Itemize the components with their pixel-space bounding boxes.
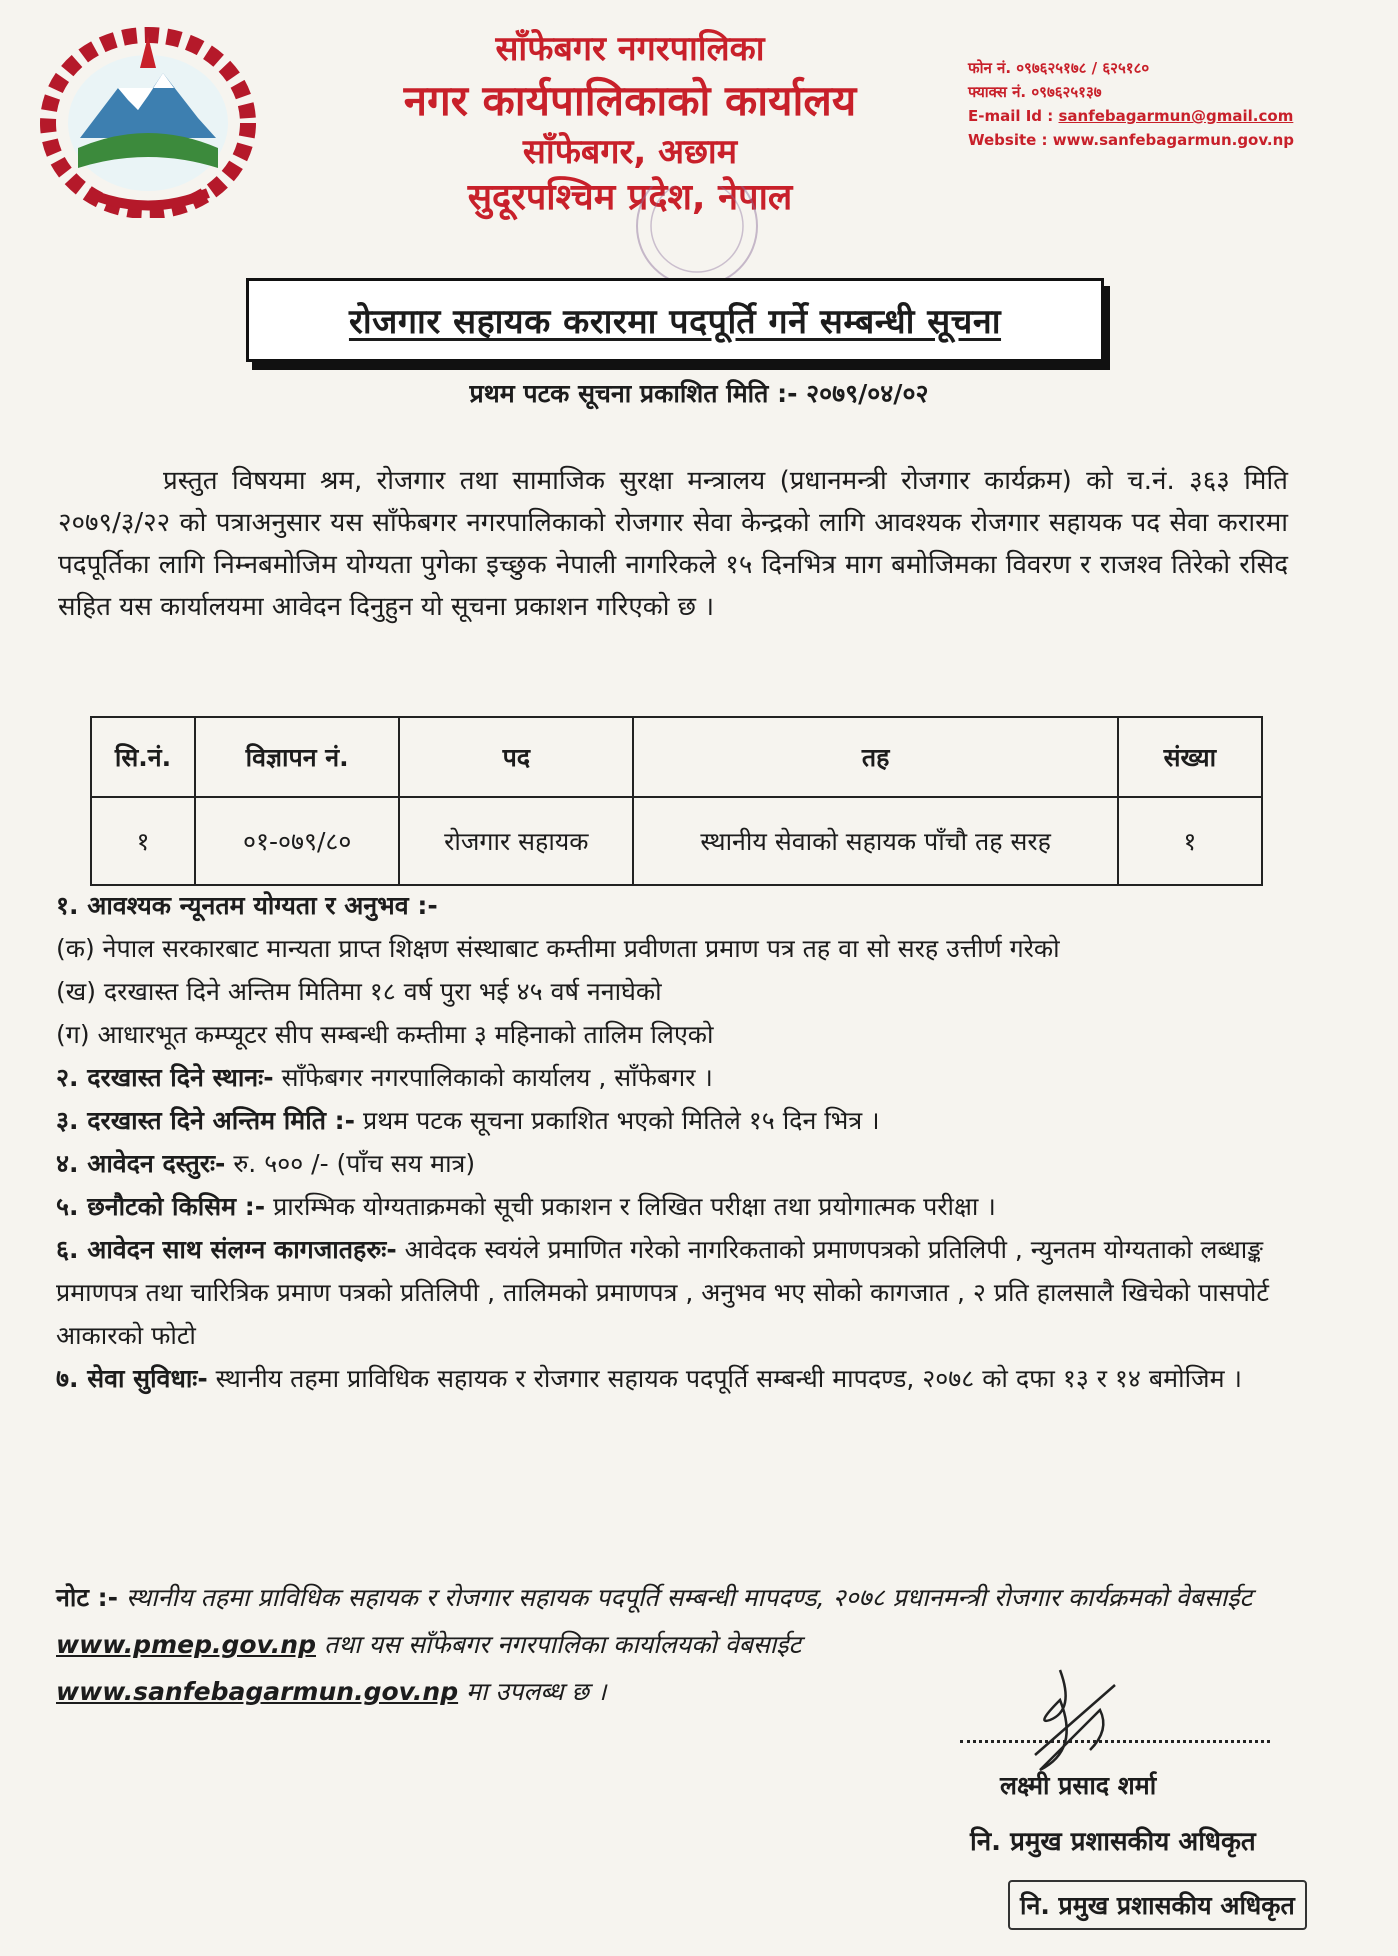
table-row [91, 797, 1262, 885]
website-line [968, 128, 1294, 152]
municipality-name: साँफेबगर नगरपालिका [495, 29, 765, 69]
req-label-4: ४. आवेदन दस्तुरः- [56, 1149, 226, 1178]
email-line [968, 104, 1294, 128]
req-item-ka: (क) नेपाल सरकारबाट मान्यता प्राप्त शिक्षण संस्थाबाट कम्तीमा प्रवीणता प्रमाण पत्र तह वा सो सरह उत्तीर्ण गरेको [56, 934, 1060, 963]
table-header-row [91, 717, 1262, 797]
phone-number: फोन नं. ०९७६२५१७८ / ६२५१८० [968, 59, 1150, 77]
publication-date: प्रथम पटक सूचना प्रकाशित मिति :- २०७९/०४/०२ [469, 379, 929, 408]
note-label: नोट :- [56, 1583, 119, 1612]
cell-serial: १ [91, 797, 195, 885]
header-post: पद [399, 717, 633, 797]
req-text-7: स्थानीय तहमा प्राविधिक सहायक र रोजगार सहायक पदपूर्ति सम्बन्धी मापदण्ड, २०७८ को दफा १३ र १४ बमोजिम । [207, 1364, 1242, 1393]
fax-number: फ्याक्स नं. ०९७६२५१३७ [968, 83, 1102, 101]
cell-post: रोजगार सहायक [399, 797, 633, 885]
office-name: नगर कार्यपालिकाको कार्यालय [403, 76, 857, 125]
province-country: सुदूरपश्चिम प्रदेश, नेपाल [467, 177, 793, 218]
cell-count: १ [1118, 797, 1262, 885]
req-label-7: ७. सेवा सुविधाः- [56, 1364, 208, 1393]
vacancy-table [90, 716, 1263, 886]
req-text-2: साँफेबगर नगरपालिकाको कार्यालय , साँफेबगर । [273, 1063, 713, 1092]
header-level: तह [633, 717, 1117, 797]
req-heading-1: १. आवश्यक न्यूनतम योग्यता र अनुभव :- [56, 891, 438, 920]
notice-title: रोजगार सहायक करारमा पदपूर्ति गर्ने सम्बन्धी सूचना [348, 302, 1002, 342]
note-text-2: तथा यस साँफेबगर नगरपालिका कार्यालयको वेबसाईट [316, 1630, 802, 1659]
website-label: Website : [968, 131, 1053, 149]
header-count: संख्या [1118, 717, 1262, 797]
cell-level: स्थानीय सेवाको सहायक पाँचौ तह सरह [633, 797, 1117, 885]
req-item-5 [56, 1185, 1296, 1228]
signatory-name: लक्ष्मी प्रसाद शर्मा [1000, 1771, 1157, 1800]
req-label-6: ६. आवेदन साथ संलग्न कागजातहरुः- [56, 1235, 397, 1264]
email-link[interactable]: sanfebagarmun@gmail.com [1058, 107, 1294, 125]
notice-title-box [246, 278, 1104, 362]
req-item-4 [56, 1142, 1296, 1185]
req-label-2: २. दरखास्त दिने स्थानः- [56, 1063, 274, 1092]
req-item-6 [56, 1228, 1296, 1357]
req-item-kha: (ख) दरखास्त दिने अन्तिम मितिमा १८ वर्ष पुरा भई ४५ वर्ष ननाघेको [56, 977, 662, 1006]
intro-paragraph [58, 460, 1288, 628]
req-label-3: ३. दरखास्त दिने अन्तिम मिति :- [56, 1106, 356, 1135]
nepal-emblem-icon [28, 18, 268, 218]
municipality-website-link[interactable]: www.sanfebagarmun.gov.np [56, 1677, 459, 1706]
req-item-3 [56, 1099, 1296, 1142]
req-text-4: रु. ५०० /- (पाँच सय मात्र) [225, 1149, 476, 1178]
req-text-3: प्रथम पटक सूचना प्रकाशित भएको मितिले १५ दिन भित्र । [355, 1106, 880, 1135]
req-text-5: प्रारम्भिक योग्यताक्रमको सूची प्रकाशन र लिखित परीक्षा तथा प्रयोगात्मक परीक्षा । [265, 1192, 996, 1221]
pmep-link[interactable]: www.pmep.gov.np [56, 1630, 316, 1659]
header-ad-number: विज्ञापन नं. [195, 717, 399, 797]
requirements-section [56, 884, 1296, 1400]
signature-line [960, 1740, 1270, 1743]
note-text-1: स्थानीय तहमा प्राविधिक सहायक र रोजगार सहायक पदपूर्ति सम्बन्धी मापदण्ड, २०७८ प्रधानमन्त्री रोजगार कार्यक्रमको वेबसाईट [118, 1583, 1253, 1612]
designation-stamp: नि. प्रमुख प्रशासकीय अधिकृत [1008, 1880, 1307, 1930]
req-label-5: ५. छनौटको किसिम :- [56, 1192, 266, 1221]
intro-text: प्रस्तुत विषयमा श्रम, रोजगार तथा सामाजिक सुरक्षा मन्त्रालय (प्रधानमन्त्री रोजगार कार्यक्रम) को च.नं. ३६३ मिति २०७९/३/२२ को पत्राअनुसार यस साँफेबगर नगरपालिकाको रोजगार सेवा केन्द्रको लागि आवश्यक रोजगार सहायक पद सेवा करारमा पदपूर्तिका लागि निम्नबमोजिम योग्यता पुगेका इच्छुक नेपाली नागरिकले १५ दिनभित्र माग बमोजिमका विवरण र राजश्व तिरेको रसिद सहित यस कार्यालयमा आवेदन दिनुहुन यो सूचना प्रकाशन गरिएको छ । [58, 466, 1288, 622]
note-text-3: मा उपलब्ध छ । [458, 1677, 607, 1706]
website-link[interactable]: www.sanfebagarmun.gov.np [1052, 131, 1295, 149]
req-item-ga: (ग) आधारभूत कम्प्यूटर सीप सम्बन्धी कम्तीमा ३ महिनाको तालिम लिएको [56, 1020, 714, 1049]
office-location: साँफेबगर, अछाम [522, 132, 738, 172]
req-item-2 [56, 1056, 1296, 1099]
contact-block [968, 56, 1294, 152]
req-item-7 [56, 1357, 1296, 1400]
email-label: E-mail Id : [968, 107, 1059, 125]
req-text-6: आवेदक स्वयंले प्रमाणित गरेको नागरिकताको प्रमाणपत्रको प्रतिलिपी , न्युनतम योग्यताको लब्धाङ्क प्रमाणपत्र तथा चारित्रिक प्रमाण पत्रको प्रतिलिपी , तालिमको प्रमाणपत्र , अनुभव भए सोको कागजात , २ प्रति हालसालै खिचेको पासपोर्ट आकारको फोटो [56, 1235, 1269, 1350]
cell-ad-number: ०१-०७९/८० [195, 797, 399, 885]
signatory-title: नि. प्रमुख प्रशासकीय अधिकृत [970, 1827, 1256, 1857]
header-serial: सि.नं. [91, 717, 195, 797]
